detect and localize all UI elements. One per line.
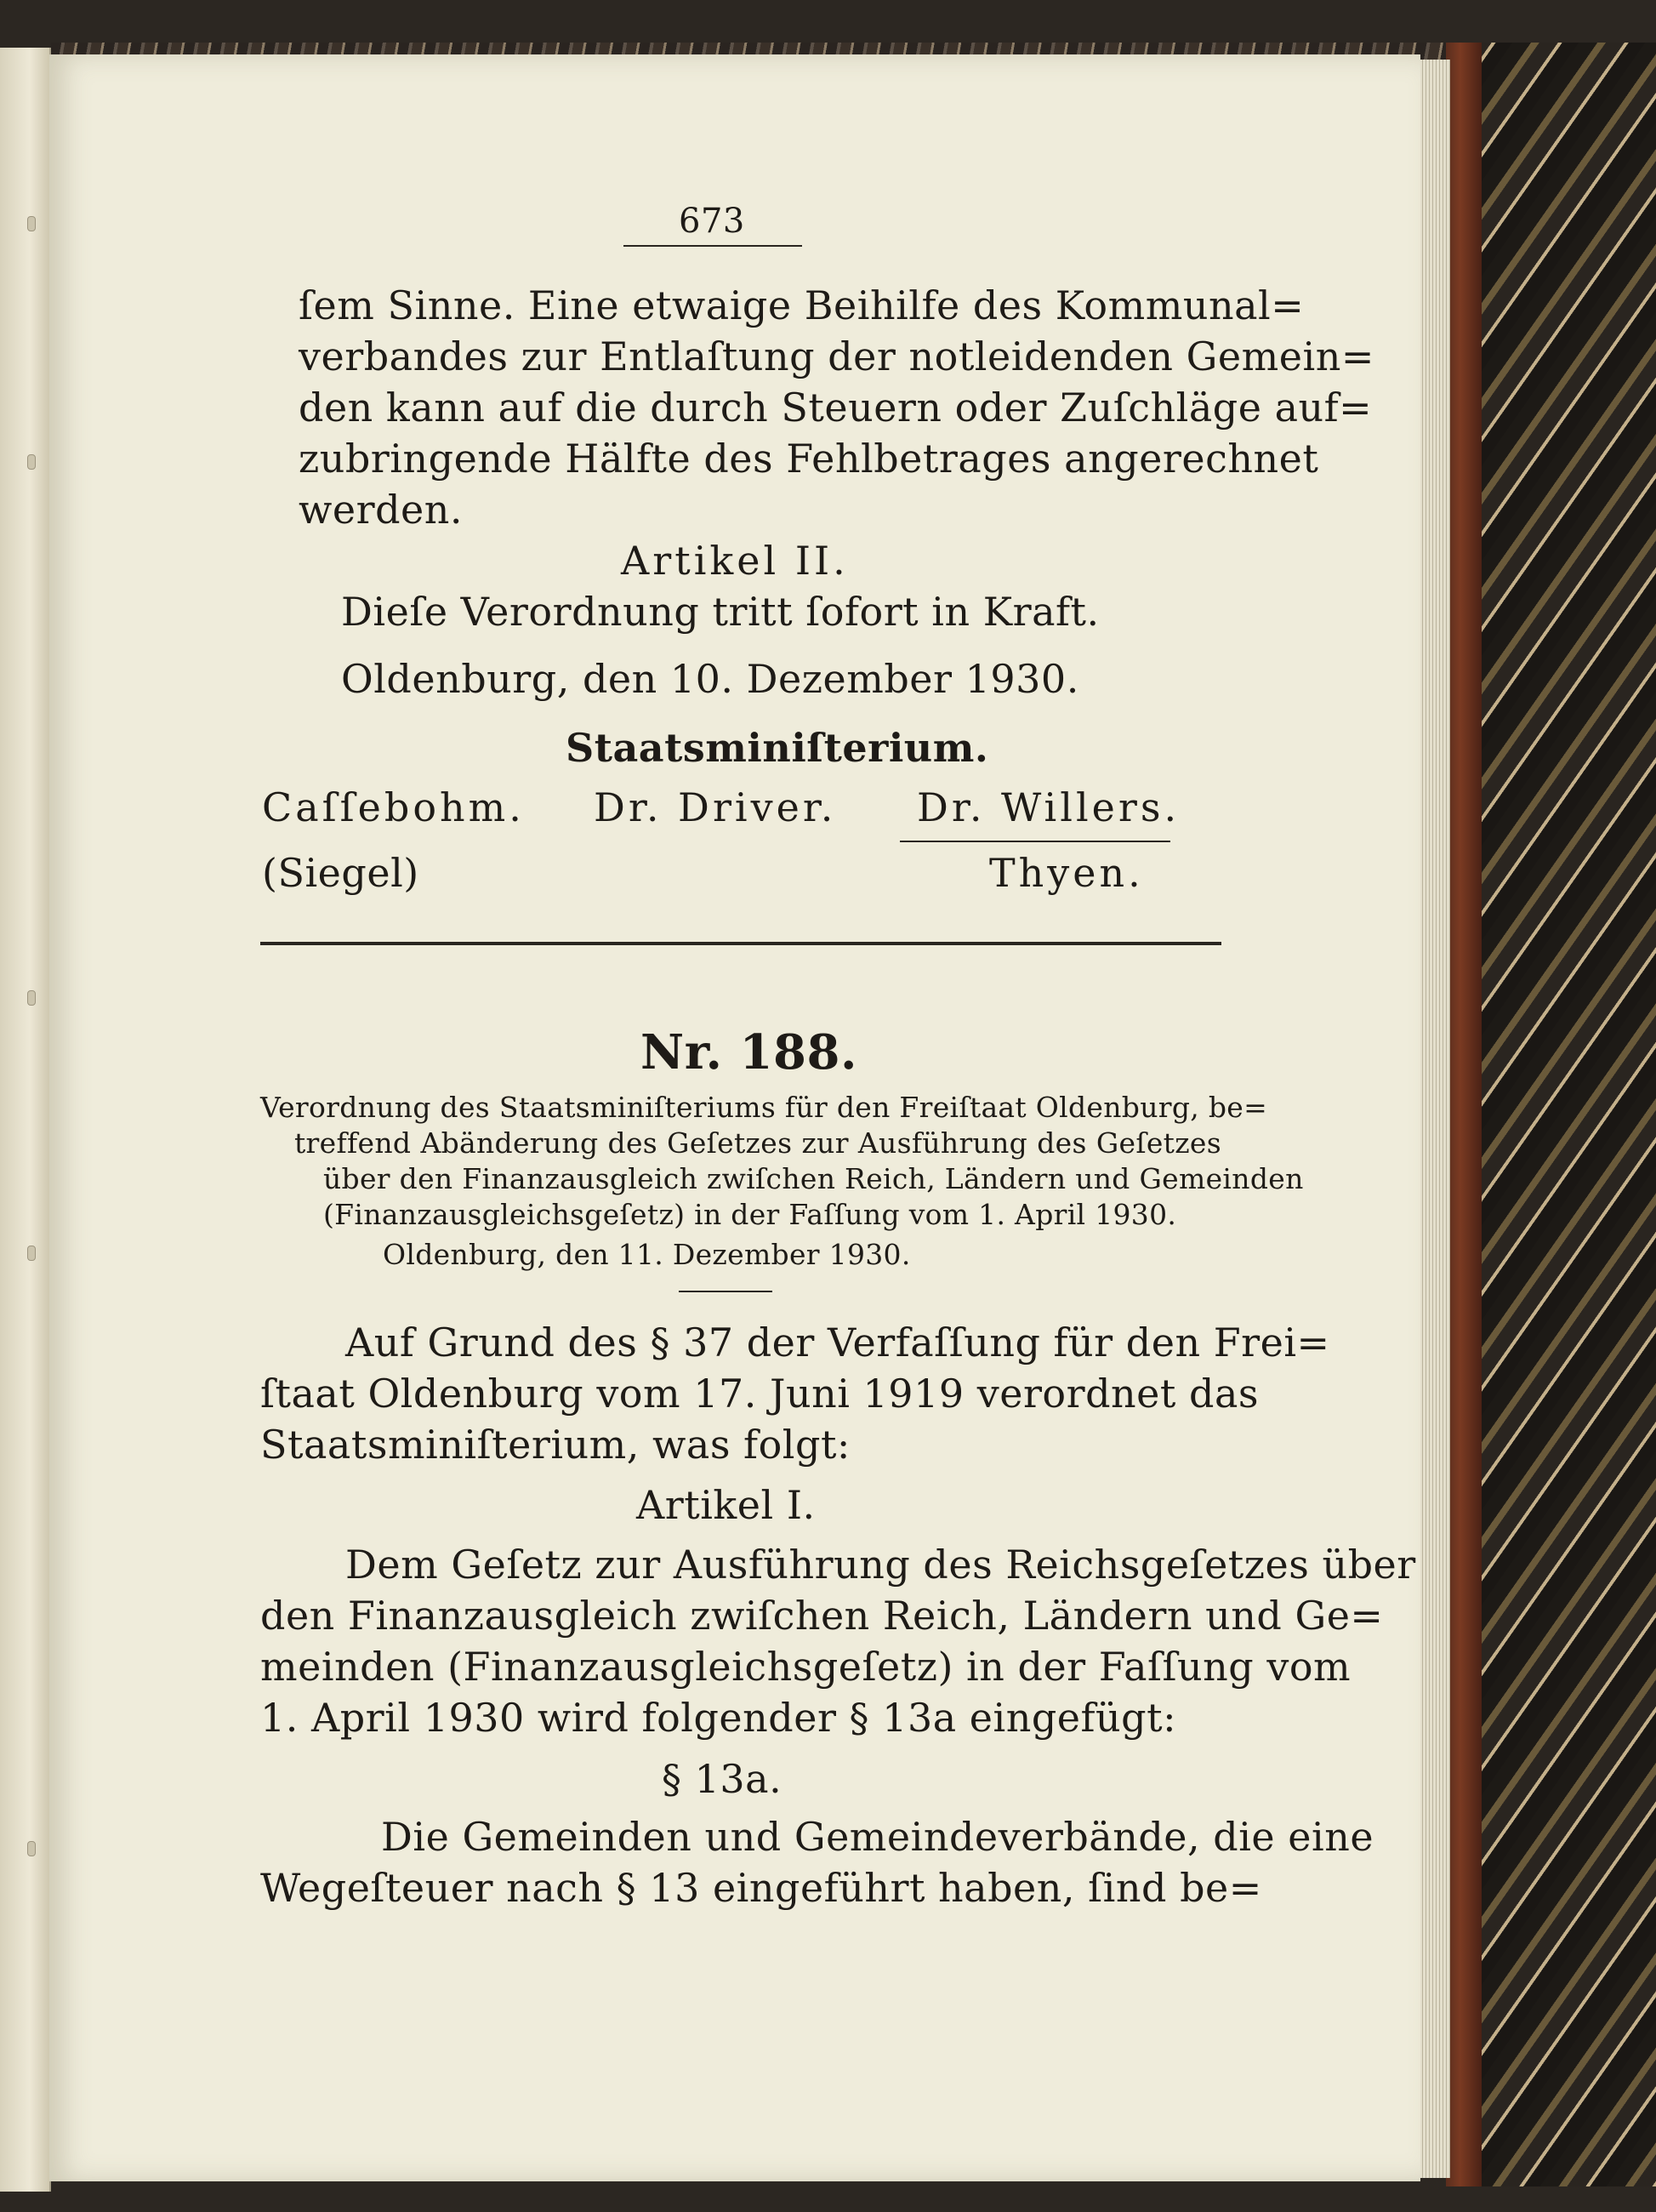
binding-stitch (27, 454, 36, 470)
section-divider (260, 942, 1221, 945)
ordinance-date: Oldenburg, den 11. Dezember 1930. (383, 1238, 911, 1271)
ordinance-title-line: treffend Abänderung des Geſetzes zur Ausführung des Geſetzes (294, 1126, 1221, 1160)
section-line: Wegeſteuer nach § 13 eingeführt haben, ſind be= (260, 1865, 1262, 1911)
preamble-line: Staatsminiſterium, was folgt: (260, 1422, 851, 1468)
article-2-heading: Artikel II. (621, 538, 849, 584)
binding-stitch (27, 216, 36, 231)
preamble-line: ſtaat Oldenburg vom 17. Juni 1919 verordnet das (260, 1371, 1259, 1417)
article-1-line: 1. April 1930 wird folgender § 13a eingefügt: (260, 1695, 1177, 1741)
article-1-line: den Finanzausgleich zwiſchen Reich, Ländern und Ge= (260, 1593, 1384, 1639)
leather-cover-edge (1446, 43, 1482, 2186)
page-number: 673 (679, 202, 745, 241)
paragraph-line: werden. (299, 487, 464, 533)
paragraph-line: zubringende Hälfte des Fehlbetrages angerechnet (299, 436, 1319, 482)
page-number-rule (623, 245, 802, 247)
ministry-heading: Staatsminiſterium. (566, 725, 989, 771)
article-1-line: Dem Geſetz zur Ausführung des Reichsgeſetzes über (345, 1542, 1416, 1588)
binding-stitch (27, 990, 36, 1006)
preamble-line: Auf Grund des § 37 der Verfaſſung für den Frei= (345, 1320, 1330, 1365)
seal-label: (Siegel) (262, 850, 419, 896)
signature-willers: Dr. Willers. (917, 784, 1181, 830)
left-page-edge (0, 48, 51, 2192)
paragraph-line: ſem Sinne. Eine etwaige Beihilfe des Kommunal= (299, 282, 1305, 328)
signature-rule (900, 841, 1170, 842)
place-date: Oldenburg, den 10. Dezember 1930. (341, 656, 1079, 702)
article-2-text: Dieſe Verordnung tritt ſofort in Kraft. (341, 589, 1100, 635)
signature-cassebohm: Caſſebohm. (262, 784, 525, 830)
signature-driver: Dr. Driver. (594, 784, 837, 830)
number-heading: Nr. 188. (640, 1024, 857, 1080)
page-stack-edge (1416, 60, 1450, 2178)
paragraph-line: den kann auf die durch Steuern oder Zuſchläge auf= (299, 385, 1373, 430)
binding-stitch (27, 1246, 36, 1261)
binding-stitch (27, 1841, 36, 1856)
section-heading: § 13a. (662, 1756, 782, 1802)
paragraph-line: verbandes zur Entlaſtung der notleidenden Gemein= (299, 334, 1374, 379)
section-line: Die Gemeinden und Gemeindeverbände, die eine (381, 1814, 1374, 1860)
article-1-heading: Artikel I. (636, 1482, 816, 1528)
ordinance-rule (679, 1291, 772, 1292)
signature-thyen: Thyen. (989, 850, 1144, 896)
ordinance-title-line: (Finanzausgleichsgeſetz) in der Faſſung vom 1. April 1930. (323, 1198, 1177, 1231)
ordinance-title-line: über den Finanzausgleich zwiſchen Reich, Ländern und Gemeinden (323, 1162, 1304, 1195)
article-1-line: meinden (Finanzausgleichsgeſetz) in der Faſſung vom (260, 1644, 1352, 1690)
ordinance-title-line: Verordnung des Staatsminiſteriums für den Freiſtaat Oldenburg, be= (260, 1091, 1268, 1124)
book-page (49, 54, 1420, 2181)
